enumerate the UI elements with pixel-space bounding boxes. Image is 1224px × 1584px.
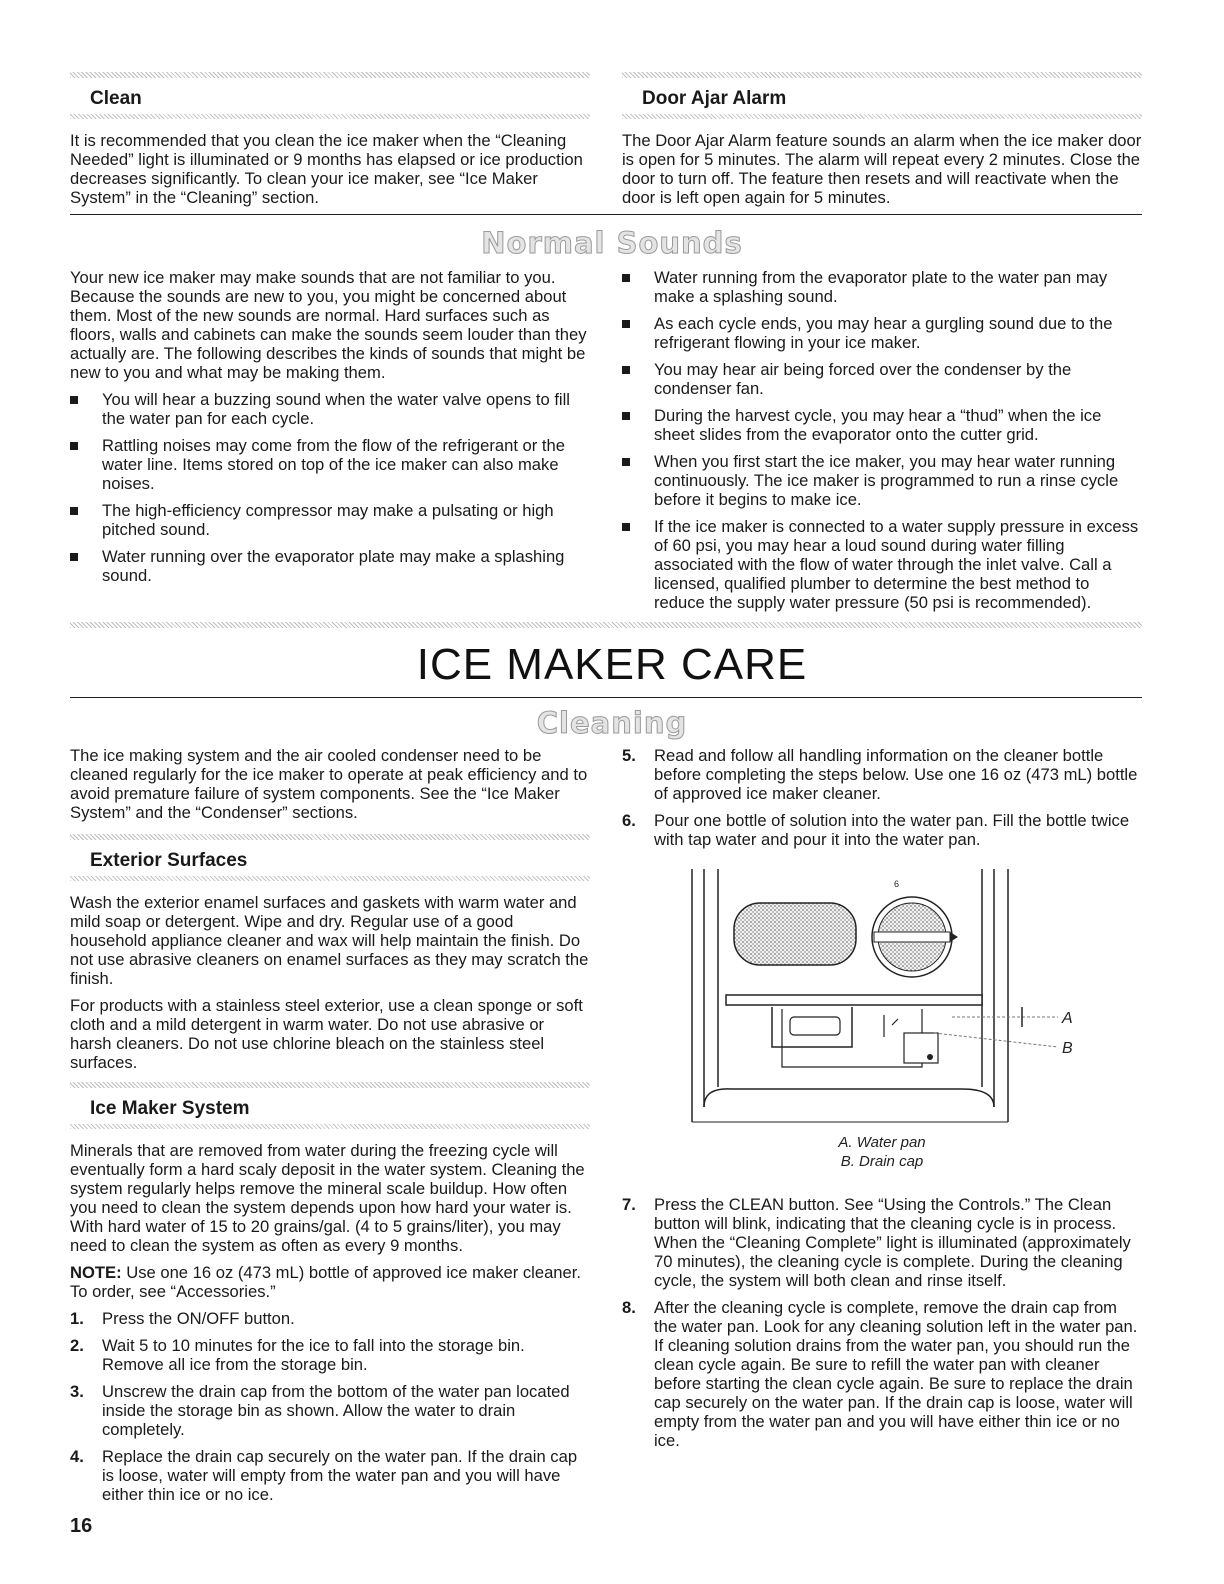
divider (70, 214, 1142, 215)
list-item: When you first start the ice maker, you may hear water running continuously. The ice maker is programmed to run a rinse cycle before it begins to make ice. (622, 452, 1142, 509)
system-text: Minerals that are removed from water during the freezing cycle will eventually form a hard scaly deposit in the water system. Cleaning the system regularly helps remove the mineral scale buildup. How often you need to clean the system depends upon how hard your water is. With hard water of 15 to 20 grains/gal. (4 to 5 grains/liter), you may need to clean the system as often as every 9 months. (70, 1141, 585, 1255)
steps-list-right-a (622, 746, 1142, 849)
list-item: If the ice maker is connected to a water supply pressure in excess of 60 psi, you may hear a loud sound during water filling associated with the flow of water through the inlet valve. Call a licensed, qualified plumber to determine the best method to reduce the supply water pressure (50 psi is recommended). (622, 517, 1142, 612)
section-rule (70, 876, 590, 881)
bullet-square-icon (70, 553, 78, 561)
note-label: NOTE: (70, 1263, 122, 1282)
step-item: 8. After the cleaning cycle is complete, remove the drain cap from the water pan. Look for any cleaning solution left in the water pan. If cleaning solution drains from the water pan, you should run the clean cycle again. Be sure to refill the water pan with cleaner before starting the clean cycle again. Be sure to replace the drain cap securely on the water pan. If the drain cap is loose, water will empty from the water pan and you will have either thin ice or no ice. (622, 1298, 1138, 1450)
exterior-text-2: For products with a stainless steel exterior, use a clean sponge or soft cloth and a mild detergent in warm water. Do not use abrasive or harsh cleaners. Do not use chlorine bleach on the stainless steel surfaces. (70, 996, 583, 1072)
clean-section (70, 72, 590, 215)
normal-sounds-intro: Your new ice maker may make sounds that are not familiar to you. Because the sounds are new to you, you might be concerned about them. Most of the new sounds are normal. Hard surfaces such as floors, walls and cabinets can make the sounds seem louder than they actually are. The following describes the kinds of sounds that might be new to you and what may be making them. (70, 268, 587, 382)
list-item: As each cycle ends, you may hear a gurgling sound due to the refrigerant flowing in your ice maker. (622, 314, 1142, 352)
step-item: 3. Unscrew the drain cap from the bottom of the water pan located inside the storage bin as shown. Allow the water to drain completely. (70, 1382, 570, 1439)
bullet-square-icon (622, 366, 630, 374)
section-rule (622, 114, 1142, 119)
step-item: 7. Press the CLEAN button. See “Using the Controls.” The Clean button will blink, indicating that the cleaning cycle is in process. When the “Cleaning Complete” light is illuminated (approximately 70 minutes), the cleaning cycle is complete. During the cleaning cycle, the system will both clean and rinse itself. (622, 1195, 1131, 1290)
clean-heading: Clean (90, 88, 142, 109)
label-a: A (1062, 1010, 1073, 1027)
bullet-square-icon (622, 274, 630, 282)
bullet-square-icon (70, 396, 78, 404)
cleaning-intro: The ice making system and the air cooled condenser need to be cleaned regularly for the ice maker to operate at peak efficiency and to avoid premature failure of system components. See the “Ice Maker System” and the “Condenser” sections. (70, 746, 588, 822)
divider (70, 697, 1142, 698)
bullet-square-icon (622, 412, 630, 420)
section-rule (70, 114, 590, 119)
step-item: 4. Replace the drain cap securely on the water pan. If the drain cap is loose, water will empty from the water pan and you will have either thin ice or no ice. (70, 1447, 578, 1504)
label-b: B (1062, 1040, 1073, 1057)
normal-sounds-left (70, 268, 590, 593)
door-ajar-heading: Door Ajar Alarm (642, 88, 787, 109)
svg-text:6: 6 (894, 879, 900, 889)
bullet-square-icon (70, 442, 78, 450)
exterior-heading: Exterior Surfaces (90, 850, 248, 871)
list-item: You may hear air being forced over the condenser by the condenser fan. (622, 360, 1142, 398)
exterior-text-1: Wash the exterior enamel surfaces and gaskets with warm water and mild soap or detergent. Wipe and dry. Regular use of a good household appliance cleaner and wax will help maintain the finish. Do not use abrasive cleaners on enamel surfaces as they may scratch the finish. (70, 893, 589, 988)
step-item: 5. Read and follow all handling information on the cleaner bottle before completing the steps below. Use one 16 oz (473 mL) bottle of approved ice maker cleaner. (622, 746, 1138, 803)
normal-sounds-title: Normal Sounds (481, 226, 743, 260)
sounds-list-left (70, 390, 590, 585)
door-ajar-text: The Door Ajar Alarm feature sounds an alarm when the ice maker door is open for 5 minutes. The alarm will repeat every 2 minutes. Close the door to turn off. The feature then resets and will reactivate when the door is left open again for 5 minutes. (622, 131, 1142, 207)
list-item: Water running over the evaporator plate may make a splashing sound. (70, 547, 590, 585)
bullet-square-icon (622, 523, 630, 531)
system-note (70, 1263, 590, 1301)
normal-sounds-right (622, 268, 1142, 620)
door-ajar-section (622, 72, 1142, 215)
section-rule (70, 622, 1142, 628)
bullet-square-icon (622, 458, 630, 466)
steps-list-left (70, 1309, 590, 1504)
cleaning-title: Cleaning (536, 706, 688, 740)
figure (622, 857, 1142, 1127)
list-item: Rattling noises may come from the flow of the refrigerant or the water line. Items stored on top of the ice maker can also make noises. (70, 436, 590, 493)
step-item: 1. Press the ON/OFF button. (70, 1309, 295, 1328)
list-item: During the harvest cycle, you may hear a “thud” when the ice sheet slides from the evaporator onto the cutter grid. (622, 406, 1142, 444)
list-item: You will hear a buzzing sound when the water valve opens to fill the water pan for each cycle. (70, 390, 590, 428)
steps-list-right-b (622, 1195, 1142, 1450)
page-number: 16 (70, 1515, 93, 1537)
ice-maker-care-title: ICE MAKER CARE (416, 640, 808, 689)
system-heading: Ice Maker System (90, 1098, 250, 1119)
section-rule (70, 1124, 590, 1129)
note-text: Use one 16 oz (473 mL) bottle of approved ice maker cleaner. To order, see “Accessories.” (70, 1263, 581, 1301)
list-item: Water running from the evaporator plate to the water pan may make a splashing sound. (622, 268, 1142, 306)
step-item: 2. Wait 5 to 10 minutes for the ice to fall into the storage bin. Remove all ice from the storage bin. (70, 1336, 525, 1374)
bullet-square-icon (622, 320, 630, 328)
step-item: 6. Pour one bottle of solution into the water pan. Fill the bottle twice with tap water and pour it into the water pan. (622, 811, 1130, 849)
cleaning-left (70, 746, 590, 1512)
clean-text: It is recommended that you clean the ice maker when the “Cleaning Needed” light is illuminated or 9 months has elapsed or ice production decreases significantly. To clean your ice maker, see “Ice Maker System” in the “Cleaning” section. (70, 131, 583, 207)
sounds-list-right (622, 268, 1142, 612)
cleaning-right (622, 746, 1142, 1458)
list-item: The high-efficiency compressor may make a pulsating or high pitched sound. (70, 501, 590, 539)
caption-a: A. Water pan (838, 1134, 926, 1151)
bullet-square-icon (70, 507, 78, 515)
ice-maker-diagram (622, 857, 1142, 1127)
caption-b: B. Drain cap (840, 1153, 924, 1170)
